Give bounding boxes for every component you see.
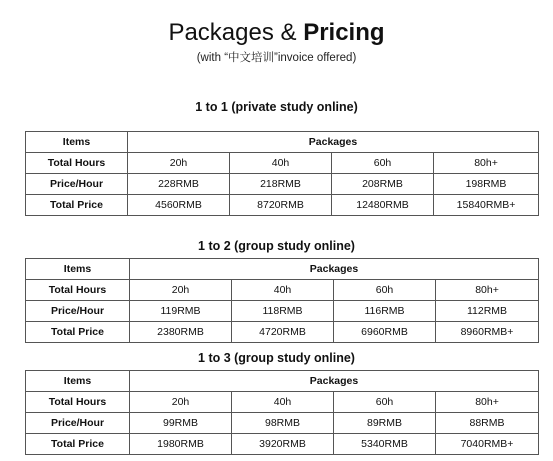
section-heading-1to1: 1 to 1 (private study online) <box>195 100 358 114</box>
table-row <box>26 392 539 413</box>
table-row <box>26 280 539 301</box>
row-label: Total Hours <box>26 153 128 174</box>
page-title <box>0 18 553 48</box>
page-subtitle: (with “中文培训”invoice offered) <box>196 52 357 64</box>
table-row <box>26 195 539 216</box>
table-cell: 80h+ <box>436 392 539 413</box>
packages-header: Packages <box>130 371 539 392</box>
table-cell: 119RMB <box>130 301 232 322</box>
table-cell: 3920RMB <box>232 434 334 455</box>
row-label: Total Hours <box>26 280 130 301</box>
packages-header: Packages <box>128 132 539 153</box>
table-cell: 4720RMB <box>232 322 334 343</box>
table-row <box>26 322 539 343</box>
row-label: Total Price <box>26 322 130 343</box>
table-cell: 5340RMB <box>334 434 436 455</box>
pricing-table-1to2 <box>25 258 539 343</box>
table-row <box>26 371 539 392</box>
table-cell: 4560RMB <box>128 195 230 216</box>
items-header: Items <box>26 132 128 153</box>
table-cell: 2380RMB <box>130 322 232 343</box>
page-title-main: Packages & <box>168 19 297 46</box>
table-cell: 15840RMB+ <box>434 195 539 216</box>
table-cell: 8720RMB <box>230 195 332 216</box>
pricing-table-1to1 <box>25 131 539 216</box>
table-cell: 118RMB <box>232 301 334 322</box>
table-cell: 80h+ <box>436 280 539 301</box>
table-cell: 40h <box>232 392 334 413</box>
table-cell: 228RMB <box>128 174 230 195</box>
table-row <box>26 132 539 153</box>
table-row <box>26 174 539 195</box>
page-title-bold: Pricing <box>303 19 385 46</box>
table-cell: 99RMB <box>130 413 232 434</box>
table-cell: 208RMB <box>332 174 434 195</box>
pricing-table-1to3 <box>25 370 539 455</box>
row-label: Price/Hour <box>26 301 130 322</box>
row-label: Total Hours <box>26 392 130 413</box>
row-label: Price/Hour <box>26 174 128 195</box>
table-cell: 12480RMB <box>332 195 434 216</box>
table-cell: 88RMB <box>436 413 539 434</box>
table-cell: 40h <box>232 280 334 301</box>
table-row <box>26 434 539 455</box>
table-row <box>26 413 539 434</box>
items-header: Items <box>26 371 130 392</box>
table-cell: 60h <box>332 153 434 174</box>
table-cell: 89RMB <box>334 413 436 434</box>
table-cell: 218RMB <box>230 174 332 195</box>
row-label: Total Price <box>26 195 128 216</box>
table-cell: 20h <box>130 280 232 301</box>
table-cell: 6960RMB <box>334 322 436 343</box>
row-label: Total Price <box>26 434 130 455</box>
section-heading-1to3: 1 to 3 (group study online) <box>198 351 355 365</box>
table-row <box>26 259 539 280</box>
table-cell: 60h <box>334 280 436 301</box>
table-cell: 20h <box>130 392 232 413</box>
row-label: Price/Hour <box>26 413 130 434</box>
table-cell: 60h <box>334 392 436 413</box>
table-cell: 116RMB <box>334 301 436 322</box>
table-cell: 198RMB <box>434 174 539 195</box>
table-cell: 98RMB <box>232 413 334 434</box>
table-cell: 20h <box>128 153 230 174</box>
packages-header: Packages <box>130 259 539 280</box>
section-heading-1to2: 1 to 2 (group study online) <box>198 239 355 253</box>
table-cell: 7040RMB+ <box>436 434 539 455</box>
table-cell: 112RMB <box>436 301 539 322</box>
table-cell: 80h+ <box>434 153 539 174</box>
table-row <box>26 301 539 322</box>
table-row <box>26 153 539 174</box>
table-cell: 8960RMB+ <box>436 322 539 343</box>
items-header: Items <box>26 259 130 280</box>
table-cell: 1980RMB <box>130 434 232 455</box>
table-cell: 40h <box>230 153 332 174</box>
